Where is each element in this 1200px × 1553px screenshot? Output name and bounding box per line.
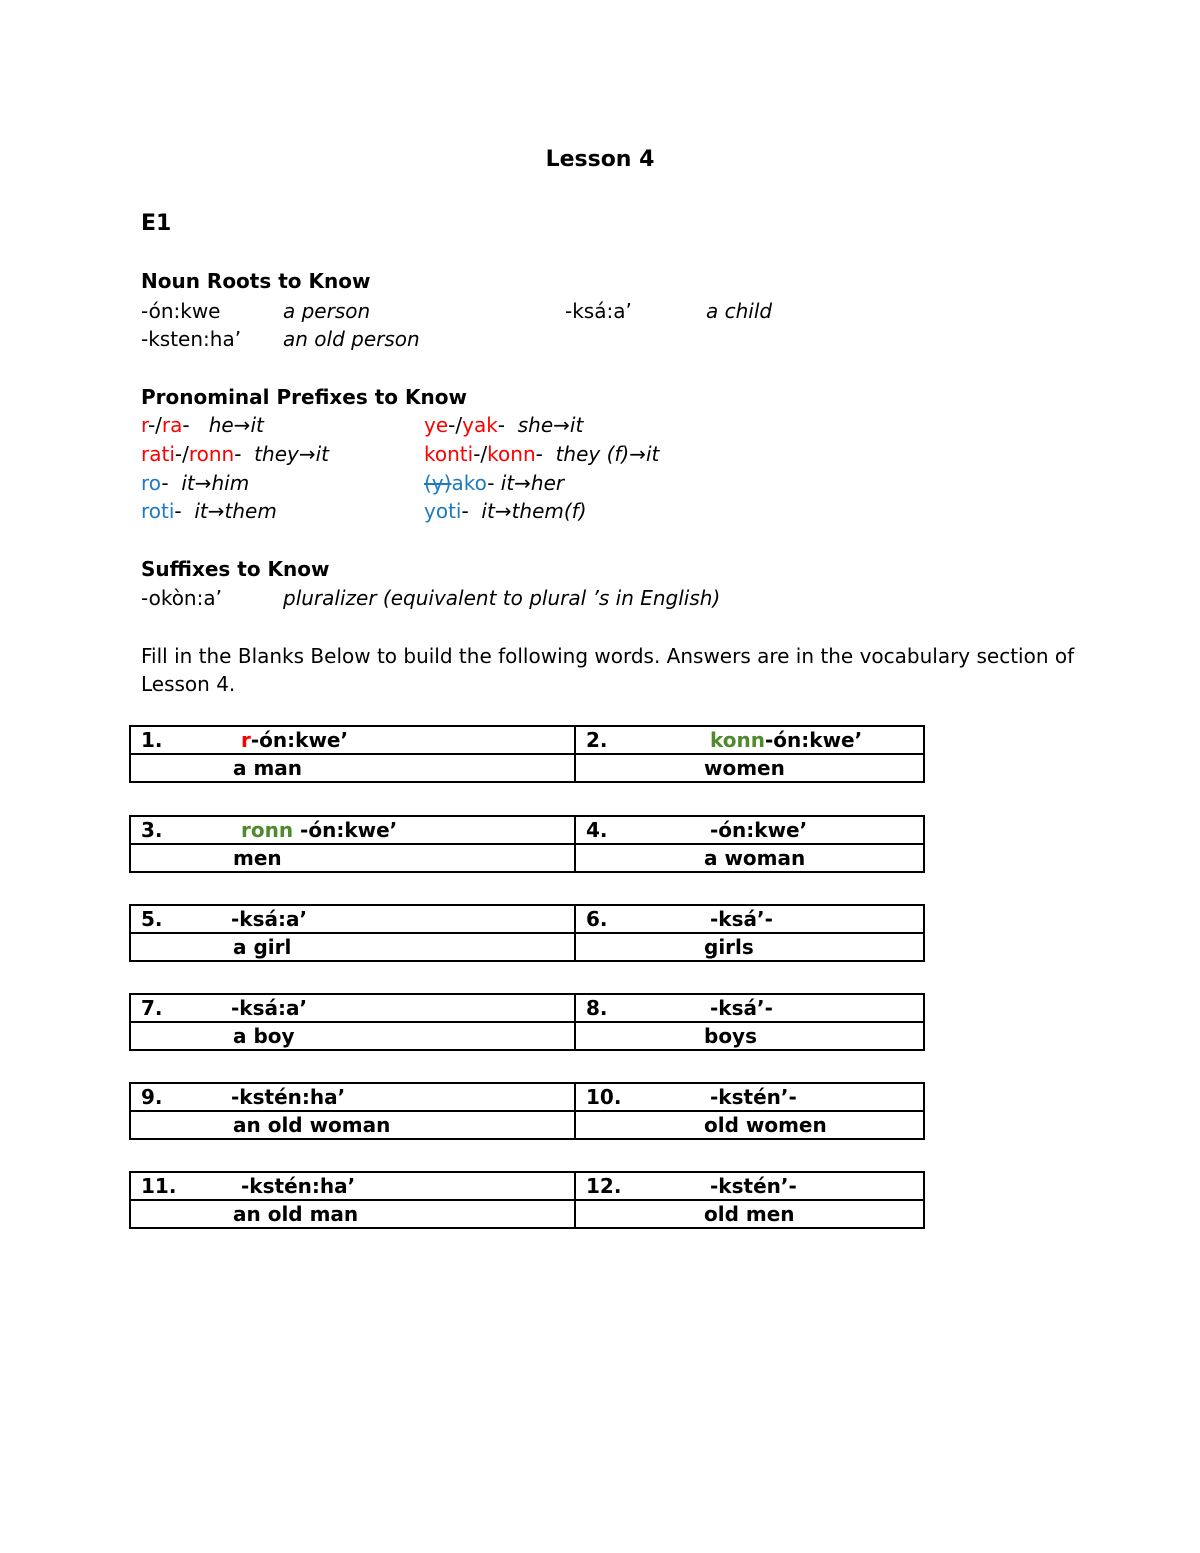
exercise-table <box>129 1082 925 1140</box>
prefix-gloss: it→her <box>500 471 565 495</box>
word-root: -kstén:ha’ <box>241 1174 356 1198</box>
noun-root-gloss: a child <box>706 299 773 323</box>
exercise-prompt-cell[interactable] <box>130 994 575 1022</box>
noun-roots-heading: Noun Roots to Know <box>141 269 371 293</box>
prefix-entry <box>424 471 564 495</box>
prefix-form: konti <box>424 442 474 466</box>
exercise-table <box>129 904 925 962</box>
prefix-form: ra <box>161 413 183 437</box>
word-root: -ksá’- <box>710 996 773 1020</box>
suffixes-heading: Suffixes to Know <box>141 557 330 581</box>
exercise-gloss-cell <box>575 933 924 961</box>
exercise-number: 11. <box>141 1174 177 1198</box>
prefix-entry <box>424 442 659 466</box>
noun-root-term: -ksten:ha’ <box>141 327 242 351</box>
prefix-gloss: they (f)→it <box>555 442 660 466</box>
exercise-gloss-cell <box>130 1022 575 1050</box>
prefix-separator: -/ <box>174 442 189 466</box>
exercise-number: 7. <box>141 996 163 1020</box>
exercise-gloss-cell <box>575 1022 924 1050</box>
exercise-prompt-cell[interactable] <box>130 726 575 754</box>
noun-root-gloss: a person <box>283 299 371 323</box>
filled-prefix: ronn <box>241 818 294 842</box>
exercise-number: 9. <box>141 1085 163 1109</box>
exercise-prompt-cell[interactable] <box>575 994 924 1022</box>
noun-root-term: -ksá:a’ <box>565 299 632 323</box>
prefix-form: ye <box>424 413 449 437</box>
exercise-prompt-cell[interactable] <box>575 726 924 754</box>
exercise-prompt-cell[interactable] <box>130 1172 575 1200</box>
exercise-number: 2. <box>586 728 608 752</box>
prefix-form: r <box>141 413 148 437</box>
instructions: Lesson 4. <box>141 672 236 696</box>
exercise-gloss-cell <box>575 1200 924 1228</box>
prefix-hyphen: - <box>535 442 543 466</box>
prefix-struck-form: (y) <box>424 471 452 495</box>
prefix-gloss: they→it <box>254 442 329 466</box>
prefix-gloss: she→it <box>517 413 584 437</box>
prefix-hyphen: - <box>234 442 242 466</box>
exercise-number: 6. <box>586 907 608 931</box>
exercise-gloss-cell <box>130 844 575 872</box>
suffix-gloss: pluralizer (equivalent to plural ’s in English) <box>283 586 721 610</box>
prefix-entry <box>424 413 583 437</box>
prefixes-heading: Pronominal Prefixes to Know <box>141 385 467 409</box>
prefix-separator: -/ <box>473 442 488 466</box>
exercise-number: 3. <box>141 818 163 842</box>
exercise-table <box>129 725 925 783</box>
prefix-hyphen: - <box>174 499 182 523</box>
prefix-entry <box>424 499 587 523</box>
prefix-hyphen: - <box>182 413 190 437</box>
filled-prefix: konn <box>710 728 765 752</box>
exercise-prompt-cell[interactable] <box>575 1172 924 1200</box>
exercise-prompt-cell[interactable] <box>130 905 575 933</box>
exercise-number: 10. <box>586 1085 622 1109</box>
exercise-gloss-cell <box>130 933 575 961</box>
exercise-gloss: men <box>233 846 282 870</box>
exercise-number: 12. <box>586 1174 622 1198</box>
word-root: -kstén:ha’ <box>231 1085 346 1109</box>
filled-prefix: r <box>241 728 251 752</box>
word-root: -ksá:a’ <box>231 996 308 1020</box>
prefix-entry <box>141 413 264 437</box>
prefix-form: yak <box>462 413 498 437</box>
exercise-gloss: old women <box>704 1113 827 1137</box>
instructions: Fill in the Blanks Below to build the following words. Answers are in the vocabulary section of <box>141 644 1075 668</box>
exercise-number: 8. <box>586 996 608 1020</box>
prefix-separator: -/ <box>147 413 162 437</box>
exercise-gloss-cell <box>130 754 575 782</box>
prefix-form: rati <box>141 442 175 466</box>
prefix-gloss: it→him <box>181 471 250 495</box>
prefix-form: roti <box>141 499 175 523</box>
page-title: Lesson 4 <box>545 147 655 172</box>
exercise-gloss-cell <box>575 1111 924 1139</box>
word-root: -ksá’- <box>710 907 773 931</box>
exercise-number: 1. <box>141 728 163 752</box>
prefix-form: ro <box>141 471 162 495</box>
exercise-gloss: an old man <box>233 1202 359 1226</box>
word-root: -ón:kwe’ <box>293 818 398 842</box>
word-root: -kstén’- <box>710 1085 797 1109</box>
noun-root-term: -ón:kwe <box>141 299 221 323</box>
exercise-prompt-cell[interactable] <box>130 816 575 844</box>
prefix-form: ronn <box>188 442 235 466</box>
prefix-entry <box>141 499 277 523</box>
prefix-entry <box>141 471 249 495</box>
prefix-separator: -/ <box>448 413 463 437</box>
suffix-term: -okòn:a’ <box>141 586 222 610</box>
exercise-prompt-cell[interactable] <box>575 905 924 933</box>
exercise-number: 5. <box>141 907 163 931</box>
word-root: -kstén’- <box>710 1174 797 1198</box>
prefix-hyphen: - <box>487 471 495 495</box>
exercise-gloss: a boy <box>233 1024 295 1048</box>
section-label: E1 <box>141 211 172 236</box>
noun-root-gloss: an old person <box>283 327 420 351</box>
word-root: -ksá:a’ <box>231 907 308 931</box>
exercise-prompt-cell[interactable] <box>575 816 924 844</box>
prefix-form: ako <box>451 471 488 495</box>
exercise-gloss-cell <box>575 754 924 782</box>
exercise-table <box>129 1171 925 1229</box>
exercise-gloss: girls <box>704 935 754 959</box>
prefix-hyphen: - <box>161 471 169 495</box>
exercise-table <box>129 815 925 873</box>
prefix-gloss: it→them <box>194 499 277 523</box>
exercise-gloss: a man <box>233 756 303 780</box>
exercise-table <box>129 993 925 1051</box>
exercise-number: 4. <box>586 818 608 842</box>
exercise-gloss: an old woman <box>233 1113 391 1137</box>
exercise-prompt-cell[interactable] <box>575 1083 924 1111</box>
prefix-form: konn <box>487 442 536 466</box>
exercise-gloss-cell <box>130 1200 575 1228</box>
word-root: -ón:kwe’ <box>764 728 863 752</box>
prefix-hyphen: - <box>461 499 469 523</box>
prefix-form: yoti <box>424 499 462 523</box>
exercise-gloss: a girl <box>233 935 292 959</box>
exercise-prompt-cell[interactable] <box>130 1083 575 1111</box>
word-root: -ón:kwe’ <box>250 728 349 752</box>
exercise-gloss: women <box>704 756 785 780</box>
prefix-gloss: he→it <box>208 413 264 437</box>
exercise-gloss-cell <box>130 1111 575 1139</box>
prefix-entry <box>141 442 329 466</box>
exercise-gloss: a woman <box>704 846 806 870</box>
prefix-hyphen: - <box>497 413 506 437</box>
word-root: -ón:kwe’ <box>710 818 808 842</box>
exercise-gloss: boys <box>704 1024 757 1048</box>
exercise-gloss: old men <box>704 1202 795 1226</box>
exercise-gloss-cell <box>575 844 924 872</box>
prefix-gloss: it→them(f) <box>481 499 587 523</box>
